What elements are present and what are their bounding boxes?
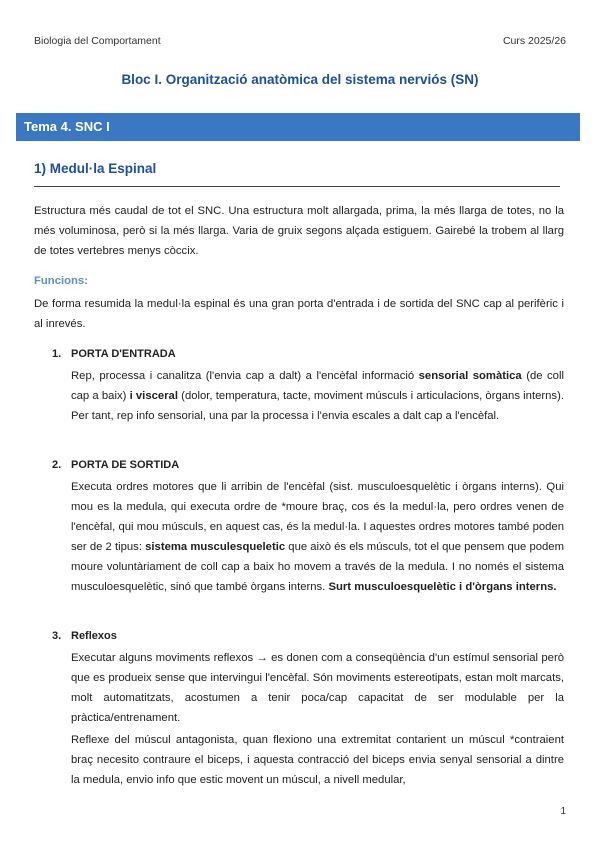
- funcions-label: Funcions:: [34, 275, 88, 287]
- item-3-number: 3.: [52, 630, 62, 642]
- header-year: Curs 2025/26: [502, 35, 566, 47]
- item-1-title: PORTA D'ENTRADA: [71, 348, 176, 360]
- funcions-paragraph: De forma resumida la medul·la espinal és una gran porta d'entrada i de sortida del SNC cap al perifèric i al inrevés.: [34, 298, 564, 330]
- item-2-bold-2: Surt musculoesquelètic i d'òrgans interns.: [328, 581, 557, 593]
- bloc-title: Bloc I. Organització anatòmica del sistema nerviós (SN): [121, 72, 479, 87]
- header-course: Biologia del Comportament: [34, 35, 161, 47]
- item-1-bold-1: sensorial somàtica: [418, 370, 522, 382]
- section-title: 1) Medul·la Espinal: [34, 161, 157, 176]
- intro-paragraph: Estructura més caudal de tot el SNC. Una estructura molt allargada, prima, la més llarga de totes, no la més voluminosa, però si la més llarga. Varia de gruix segons alçada estiguem. Gairebé la trobem al llarg de totes vertebres menys còccix.: [34, 205, 564, 257]
- item-3-body-2: Reflexe del múscul antagonista, quan flexiono una extremitat contarient un múscul *contraient braç necesito contraure el biceps, i aquesta contracció del biceps envia senyal sensorial a dintre la medula, envio info que estic movent un múscul, a nivell medular,: [71, 734, 564, 786]
- item-2-number: 2.: [52, 459, 62, 471]
- item-1-number: 1.: [52, 348, 62, 360]
- tema-banner: Tema 4. SNC I: [16, 113, 580, 141]
- item-3-body-1: Executar alguns moviments reflexos → es donen com a conseqüència d'un estímul sensorial però que es produeix sense que intervingui l'encèfal. Són moviments estereotipats, estan molt marcats, molt automatitzats, acostumen a tenir poca/cap capacitat de ser modulable per la pràctica/entrenament.: [71, 652, 564, 724]
- page-number: 1: [560, 806, 566, 817]
- item-1-body: Rep, processa i canalitza (l'envia cap a dalt) a l'encèfal informació sensorial somàtica (de coll cap a baix) i visceral (dolor, temperatura, tacte, moviment músculs i articulacions, òrgans interns). Per tant, rep info sensorial, una par la processa i l'envia escales a dalt cap a l'encèfal.: [71, 370, 564, 422]
- item-3-title: Reflexos: [71, 630, 117, 642]
- item-2-body: Executa ordres motores que li arribin de l'encèfal (sist. musculoesquelètic i òrgans interns). Qui mou es la medula, qui executa ordre de *moure braç, cos és la medul·la, pero ordres venen de l'encèfal, qui mou músculs, en aquest cas, és la medul·la. I aquestes ordres motores també poden ser de 2 tipus: sistema musculesqueletic que això és els músculs, tot el que pensem que podem moure voluntàriament de coll cap a baix ho movem a través de la medula. I no només el sistema musculoesquelètic, sinó que també òrgans interns. Surt musculoesquelètic i d'òrgans interns.: [71, 481, 564, 593]
- item-1-bold-2: i visceral: [129, 390, 178, 402]
- item-2-title: PORTA DE SORTIDA: [71, 459, 180, 471]
- section-divider: [34, 186, 560, 187]
- item-2-bold-1: sistema musculesqueletic: [145, 541, 286, 553]
